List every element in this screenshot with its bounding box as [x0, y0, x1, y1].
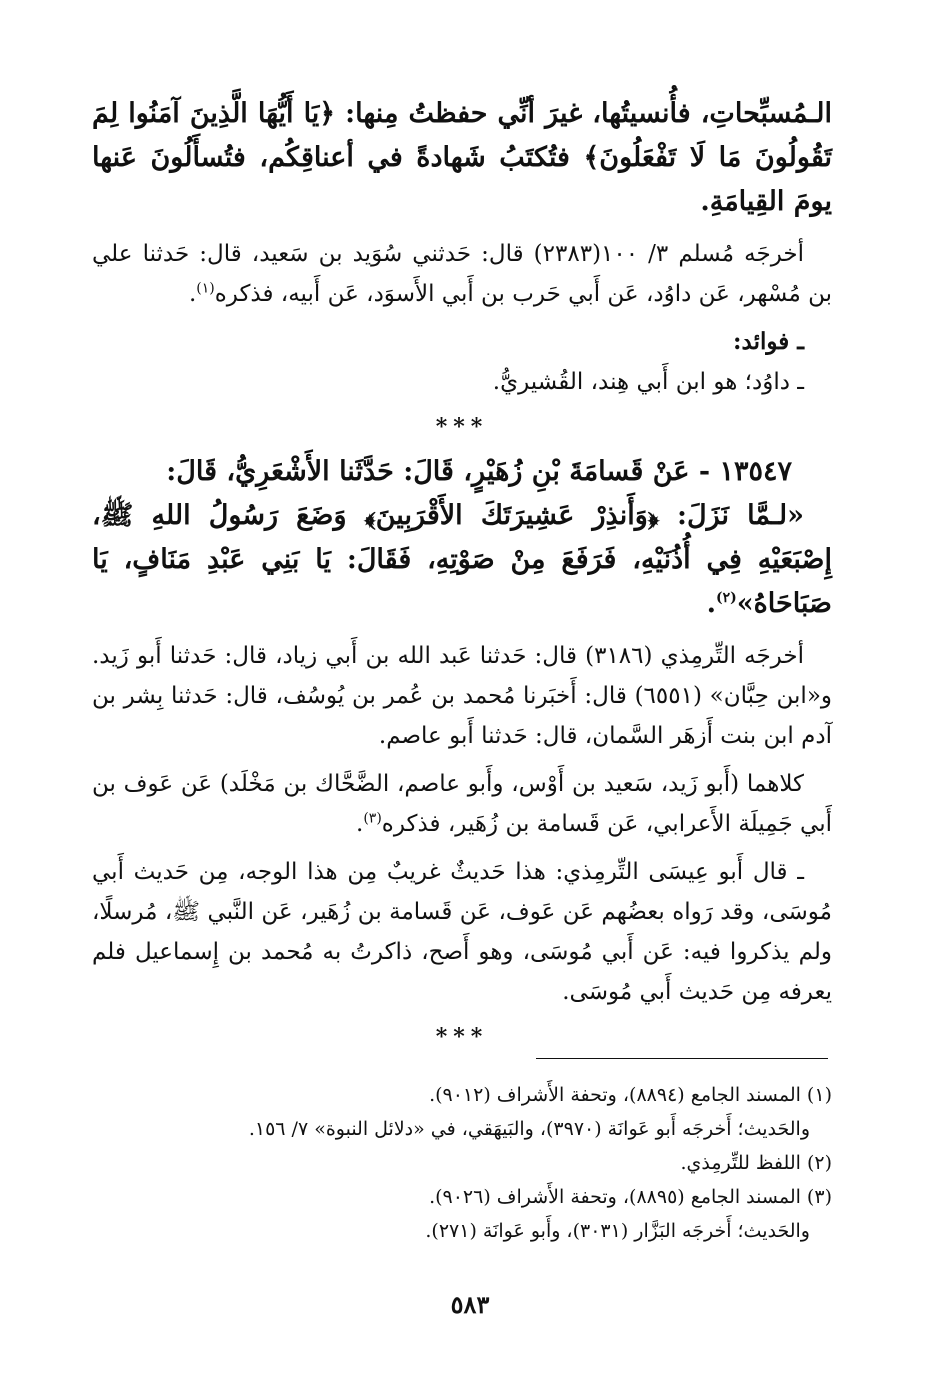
footnotes — [92, 1078, 832, 1248]
footnote-divider — [536, 1058, 828, 1059]
footnote-ref-2: (٢) — [715, 590, 737, 606]
fawaid-text: ـ داوُد؛ هو ابن أَبي هِند، القُشيريُّ. — [492, 369, 804, 395]
hadith-matn: «لـمَّا نَزَلَ: ﴿وَأَنذِرْ عَشِيرَتَكَ الأَقْرَبِينَ﴾ وَضَعَ رَسُولُ اللهِ ﷺ، إِصْبَعَيْهِ فِي أُذُنَيْهِ، فَرَفَعَ مِنْ صَوْتِهِ، فَقَالَ: يَا بَنِي عَبْدِ مَنَافٍ، يَا صَبَاحَاهُ»$^{(٢)}$. — [92, 500, 832, 619]
takhrij-muslim: أخرجَه مُسلم ٣/ ١٠٠(٢٣٨٣) قال: حَدثني سُوَيد بن سَعيد، قال: حَدثنا علي بن مُسْهر، عَن داوُد، عَن أَبي حَرب بن أَبي الأَسوَد، عَن أَبيه، فذكره$^{(١)}$. — [92, 241, 832, 307]
section-separator: *** — [435, 414, 489, 440]
footnote-3: (٣) المسند الجامع (٨٨٩٥)، وتحفة الأَشراف (٩٠٢٦). — [429, 1186, 832, 1208]
page-body — [92, 92, 832, 1060]
footnote-2: (٢) اللفظ للتِّرمِذي. — [680, 1152, 832, 1174]
takhrij-combined-text: كلاهما (أَبو زَيد، سَعيد بن أَوْس، وأَبو عاصم، الضَّحَّاك بن مَخْلَد) عَن عَوف بن أَبي جَمِيلَة الأَعرابي، عَن قَسامة بن زُهَير، فذكره — [92, 771, 832, 837]
fawaid-title: ـ فوائد: — [733, 328, 804, 355]
hadith-matn-text: «لـمَّا نَزَلَ: ﴿وَأَنذِرْ عَشِيرَتَكَ الأَقْرَبِينَ﴾ وَضَعَ رَسُولُ اللهِ ﷺ، إِصْبَعَيْهِ فِي أُذُنَيْهِ، فَرَفَعَ مِنْ صَوْتِهِ، فَقَالَ: يَا بَنِي عَبْدِ مَنَافٍ، يَا صَبَاحَاهُ» — [92, 500, 832, 619]
page-number: ٥٨٣ — [450, 1290, 490, 1319]
footnote-ref-1: (١) — [196, 280, 215, 297]
hadith-number-chain: ١٣٥٤٧ - عَنْ قَسامَةَ بْنِ زُهَيْرٍ، قَالَ: حَدَّثَنا الأَشْعَرِيُّ، قَالَ: — [166, 456, 792, 487]
footnote-1: (١) المسند الجامع (٨٨٩٤)، وتحفة الأَشراف (٩٠١٢). — [429, 1084, 832, 1106]
takhrij-tirmidhi: أخرجَه التِّرمِذي (٣١٨٦) قال: حَدثنا عَبد الله بن أَبي زياد، قال: حَدثنا أَبو زَيد. و«ابن حِبَّان» (٦٥٥١) قال: أَخبَرنا مُحمد بن عُمر بن يُوسُف، قال: حَدثنا بِشر بن آدم ابن بنت أَزهَر السَّمان، قال: حَدثنا أَبو عاصم. — [92, 643, 833, 749]
takhrij-muslim-text: أخرجَه مُسلم ٣/ ١٠٠(٢٣٨٣) قال: حَدثني سُوَيد بن سَعيد، قال: حَدثنا علي بن مُسْهر، عَن داوُد، عَن أَبي حَرب بن أَبي الأَسوَد، عَن أَبيه، فذكره — [92, 241, 832, 307]
hadith-continuation: الـمُسبِّحاتِ، فأُنسيتُها، غيرَ أنِّي حفظتُ مِنها: ﴿يَا أَيُّهَا الَّذِينَ آمَنُوا لِمَ تَقُولُونَ مَا لَا تَفْعَلُونَ﴾ فتُكتَبُ شَهادةً في أعناقِكُم، فتُسأَلُونَ عَنها يومَ القِيامَةِ. — [92, 98, 832, 217]
takhrij-combined: كلاهما (أَبو زَيد، سَعيد بن أَوْس، وأَبو عاصم، الضَّحَّاك بن مَخْلَد) عَن عَوف بن أَبي جَمِيلَة الأَعرابي، عَن قَسامة بن زُهَير، فذكره$^{(٣)}$. — [92, 771, 832, 837]
footnote-3-detail: والحَديث؛ أَخرجَه البَزَّار (٣٠٣١)، وأَبو عَوانَة (٢٧١). — [425, 1220, 810, 1242]
tirmidhi-comment: ـ قال أَبو عِيسَى التِّرمِذي: هذا حَديثٌ غريبٌ مِن هذا الوجه، مِن حَديث أَبي مُوسَى، وقد رَواه بعضُهم عَن عَوف، عَن قَسامة بن زُهَير، عَن النَّبي ﷺ، مُرسلًا، ولم يذكروا فيه: عَن أَبي مُوسَى، وهو أَصح، ذاكرتُ به مُحمد بن إِسماعيل فلم يعرفه مِن حَديث أَبي مُوسَى. — [92, 859, 832, 1005]
footnote-ref-3: (٣) — [363, 810, 382, 827]
footnote-1-detail: والحَديث؛ أَخرجَه أَبو عَوانَة (٣٩٧٠)، والبَيهَقي، في «دلائل النبوة» ٧/ ١٥٦. — [248, 1118, 810, 1140]
section-separator: *** — [435, 1024, 489, 1050]
